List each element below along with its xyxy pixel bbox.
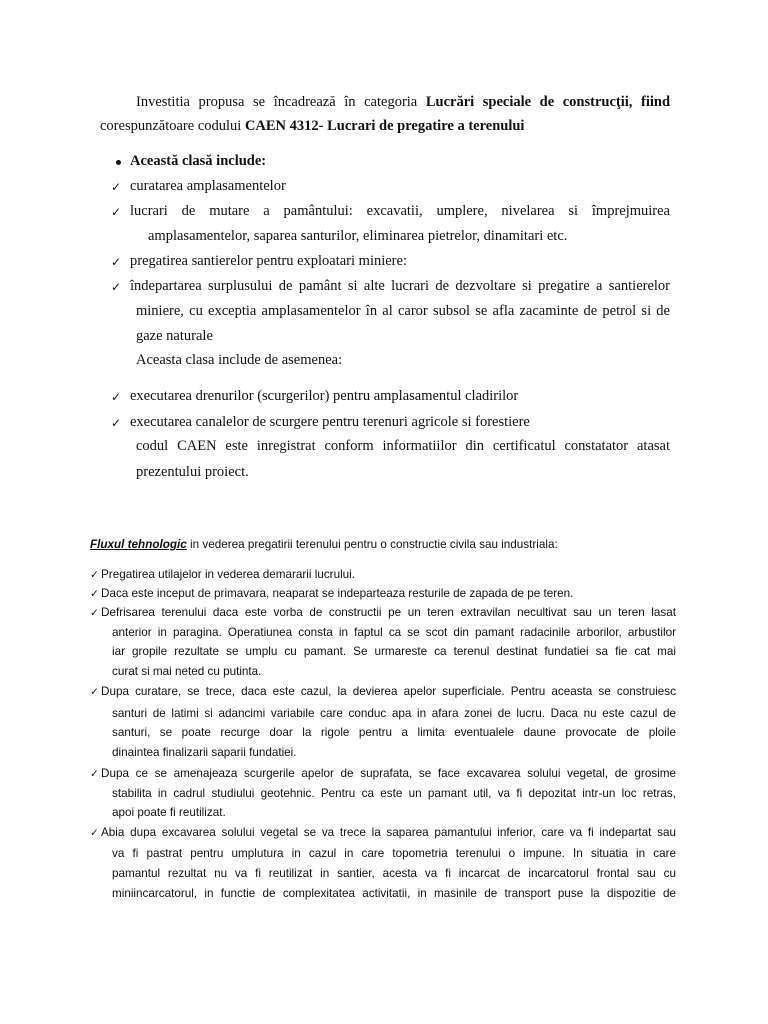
step-text-line: Dupa ce se amenajeaza scurgerile apelor de suprafata, se face excavarea solului vegetal, de grosime bbox=[101, 767, 676, 780]
list-item-text: curatarea amplasamentelor bbox=[130, 178, 286, 194]
step-item bbox=[90, 766, 676, 782]
step-text-line: stabilita in cadrul studiului geotehnic. Pentru ca este un pamant util, va fi depozitat intr-un loc retras, bbox=[112, 787, 676, 800]
step-text-line: Defrisarea terenului daca este vorba de constructii pe un teren extravilan necultivat sau un teren lasat bbox=[101, 606, 676, 619]
list-heading: Această clasă include: bbox=[130, 153, 267, 169]
check-icon bbox=[90, 568, 101, 583]
list-item-text: pregatirea santierelor pentru exploatari miniere: bbox=[130, 253, 407, 269]
check-icon bbox=[90, 606, 101, 621]
caen-note-line: codul CAEN este inregistrat conform informatiilor din certificatul constatator atasat bbox=[136, 438, 670, 454]
step-text-line: Pregatirea utilajelor in vederea demararii lucrului. bbox=[101, 568, 356, 581]
check-icon bbox=[90, 767, 101, 782]
step-text-line: santuri de latimi si adancimi variabile care conduc apa in afara zonei de lucru. Daca nu este cazul de bbox=[112, 707, 676, 720]
check-icon bbox=[111, 278, 121, 296]
section-title-emphasis: Fluxul tehnologic bbox=[90, 538, 187, 551]
sublist-heading: Aceasta clasa include de asemenea: bbox=[136, 352, 343, 368]
step-text-line: anterior in paragina. Operatiunea consta in faptul ca se scot din pamant radacinile arborilor, arbustilor bbox=[112, 626, 676, 639]
list-item-text: executarea drenurilor (scurgerilor) pentru amplasamentul cladirilor bbox=[130, 388, 519, 404]
step-item bbox=[90, 825, 676, 841]
intro-line bbox=[136, 93, 670, 111]
check-icon bbox=[111, 203, 121, 221]
step-item bbox=[90, 586, 573, 602]
intro-line bbox=[100, 117, 524, 135]
check-icon bbox=[111, 388, 121, 406]
check-icon bbox=[90, 685, 101, 700]
step-text-line: dinaintea finalizarii saparii fundatiei. bbox=[112, 746, 297, 759]
step-text-line: iar gropile rezultate se umplu cu pamant. Se urmareste ca terenul destinat fundatiei sa fie cat mai bbox=[112, 645, 676, 658]
caen-note-line: prezentului proiect. bbox=[136, 464, 249, 480]
check-icon bbox=[111, 178, 121, 196]
list-item-text: amplasamentelor, saparea santurilor, eliminarea pietrelor, dinamitari etc. bbox=[148, 228, 568, 244]
step-text-line: santuri, se poate recurge doar la rigole pentru a limita eventualele daune provocate de ploile bbox=[112, 726, 676, 739]
step-item bbox=[90, 684, 676, 700]
check-icon bbox=[111, 253, 121, 271]
check-icon bbox=[111, 414, 121, 432]
category-name: Lucrări speciale de construcţii, fiind bbox=[425, 94, 671, 110]
step-text-line: Abia dupa excavarea solului vegetal se va trece la saparea pamantului inferior, care va fi indepartat sau bbox=[101, 826, 676, 839]
section-title-text: in vederea pregatirii terenului pentru o constructie civila sau industriala: bbox=[190, 538, 558, 551]
step-text-line: Dupa curatare, se trece, daca este cazul, la devierea apelor superficiale. Pentru aceasta se construiesc bbox=[101, 685, 676, 698]
check-icon bbox=[90, 826, 101, 841]
list-item-text: miniere, cu exceptia amplasamentelor în al caror subsol se afla zacaminte de petrol si de bbox=[136, 303, 670, 319]
section-title bbox=[90, 537, 558, 552]
step-text-line: curat si mai neted cu putinta. bbox=[112, 665, 262, 678]
bullet-dot-icon bbox=[116, 160, 121, 165]
check-icon bbox=[90, 587, 101, 602]
step-item bbox=[90, 605, 676, 621]
list-item-text: îndepartarea surplusului de pamânt si alte lucrari de dezvoltare si pregatire a santierelor bbox=[130, 278, 670, 294]
step-text-line: pamantul rezultat nu va fi reutilizat in santier, acesta va fi incarcat de incarcatorul frontal sau cu bbox=[112, 867, 676, 880]
caen-code: CAEN 4312- Lucrari de pregatire a terenului bbox=[244, 118, 525, 134]
step-text-line: va fi pastrat pentru umplutura in cazul in care topometria terenului o impune. In situatia in care bbox=[112, 847, 676, 860]
intro-text: corespunzătoare codului bbox=[100, 118, 242, 134]
step-item bbox=[90, 567, 355, 583]
step-text-line: apoi poate fi reutilizat. bbox=[112, 806, 226, 819]
list-item-text: lucrari de mutare a pamântului: excavatii, umplere, nivelarea si împrejmuirea bbox=[130, 203, 670, 219]
list-item-text: gaze naturale bbox=[136, 328, 213, 344]
list-item-text: executarea canalelor de scurgere pentru terenuri agricole si forestiere bbox=[130, 414, 530, 430]
step-text-line: miniincarcatorul, in functie de complexitatea activitatii, in masinile de transport puse la dispozitie de bbox=[112, 887, 676, 900]
intro-text: Investitia propusa se încadrează în categoria bbox=[136, 94, 418, 110]
step-text-line: Daca este inceput de primavara, neaparat se indeparteaza resturile de zapada de pe teren. bbox=[101, 587, 574, 600]
